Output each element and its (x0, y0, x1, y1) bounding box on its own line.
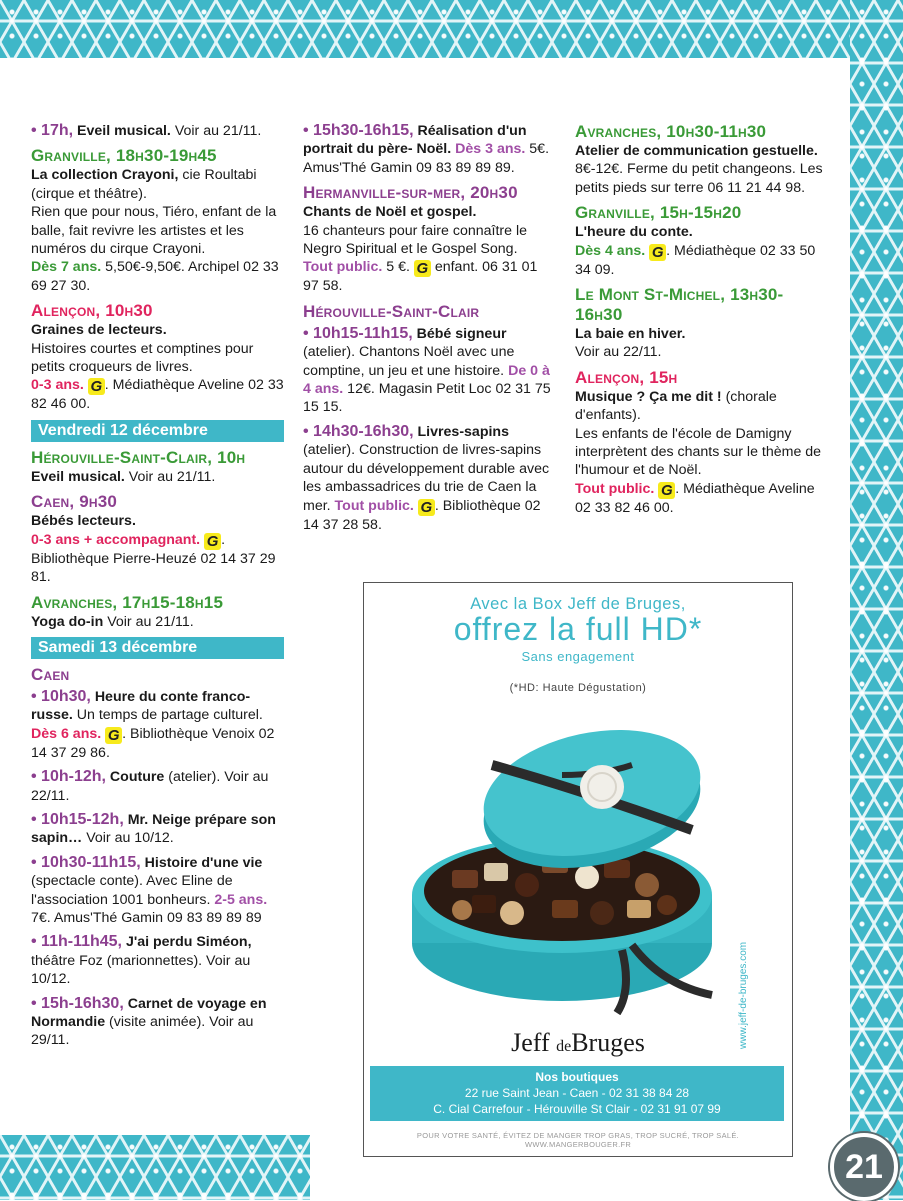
age-label: 0-3 ans + accompagnant. (31, 531, 201, 548)
event-description: Rien que pour nous, Tiéro, enfant de la balle, fait revivre les artistes et les numéros du cirque Crayoni. (31, 204, 277, 258)
ad-tagline: Avec la Box Jeff de Bruges, (470, 595, 686, 613)
event-place: Caen, 9h30 (31, 492, 118, 512)
age-label: Tout public. (330, 497, 414, 514)
event-time: • 15h-16h30, (31, 994, 124, 1012)
event-description: 16 chanteurs pour faire connaître le Negro Spiritual et le Gospel Song. (303, 222, 527, 258)
age-label: De 0 à 4 ans. (303, 362, 550, 398)
brand-logo (364, 1028, 792, 1058)
event-text: (atelier). Construction de livres-sapins autour du développement durable avec les ambassadrices du trie de Caen la mer. (303, 442, 550, 514)
event-text: . Médiathèque 02 33 50 34 09. (575, 242, 816, 278)
age-label: Dès 7 ans. (31, 259, 102, 276)
event-text: Voir au 21/11. (103, 613, 194, 630)
event-entry (31, 593, 284, 631)
ad-health-disclaimer: POUR VOTRE SANTÉ, ÉVITEZ DE MANGER TROP GRAS, TROP SUCRÉ, TROP SALÉ. WWW.MANGERBOUGER.FR (416, 1131, 740, 1149)
event-title: Eveil musical. (77, 123, 171, 139)
decorative-pattern-right (850, 0, 903, 1200)
event-text: Voir au 21/11. (170, 123, 262, 139)
age-label: 0-3 ans. (31, 377, 84, 394)
shops-header: Nos boutiques (535, 1070, 619, 1084)
event-place: Alençon, 10h30 (31, 301, 153, 321)
event-title: Couture (109, 769, 165, 786)
event-entry (575, 285, 830, 362)
age-label: Dès 3 ans. (451, 141, 526, 158)
event-title: Carnet de voyage en Normandie (31, 995, 267, 1030)
event-description: Les enfants de l'école de Damigny interprètent des chants sur le thème de l'humour et de Noël. (575, 425, 822, 479)
event-title: L'heure du conte. (575, 224, 693, 241)
event-time: • 10h15-11h15, (303, 324, 413, 342)
event-title: La baie en hiver. (575, 326, 686, 343)
event-entry (31, 933, 284, 988)
event-entry (31, 146, 284, 295)
event-text: théâtre Foz (marionnettes). Voir au 10/12. (31, 952, 251, 988)
age-label: Tout public. (575, 480, 655, 497)
event-entry (31, 854, 284, 928)
event-text: Voir au 22/11. (575, 344, 662, 361)
event-text: . Bibliothèque 02 14 37 28 58. (303, 497, 541, 533)
event-text: . Médiathèque Aveline 02 33 82 46 00. (31, 377, 284, 413)
event-title: Bébés lecteurs. (31, 513, 136, 530)
age-label: Tout public. (303, 259, 383, 276)
shop-address: C. Cial Carrefour - Hérouville St Clair - 02 31 91 07 99 (433, 1102, 721, 1116)
decorative-pattern-bottom (0, 1135, 310, 1200)
advertisement (363, 582, 793, 1157)
event-text: Voir au 10/12. (82, 830, 174, 847)
event-title: Yoga do-in (31, 613, 104, 630)
event-title: Atelier de communication gestuelle. (575, 143, 818, 159)
event-title: Eveil musical. (31, 468, 125, 485)
event-place: Hermanville-sur-mer, 20h30 (303, 183, 518, 203)
free-g-icon: G (418, 499, 435, 516)
event-entry (31, 448, 284, 486)
event-text: enfant. 06 31 01 97 58. (303, 259, 538, 295)
event-text: 8€-12€. Ferme du petit changeons. Les petits pieds sur terre 06 11 21 44 98. (575, 161, 823, 196)
event-text: (atelier). Chantons Noël avec une comptine, un jeu et une histoire. (303, 344, 515, 379)
event-place: Granville, 18h30-19h45 (31, 146, 217, 166)
free-g-icon: G (414, 260, 431, 277)
event-entry (31, 768, 284, 805)
event-entry (303, 122, 556, 177)
event-time: • 17h, (31, 122, 74, 139)
event-text: (chorale d'enfants). (575, 388, 777, 424)
ad-footnote: (*HD: Haute Dégustation) (509, 682, 647, 694)
day-header: Samedi 13 décembre (31, 637, 284, 659)
free-g-icon: G (649, 244, 666, 261)
event-text: . Bibliothèque Venoix 02 14 37 29 86. (31, 725, 275, 761)
event-entry (31, 301, 284, 414)
event-entry (575, 368, 830, 517)
event-text: 5 €. (382, 259, 410, 276)
day-header: Vendredi 12 décembre (31, 420, 284, 442)
agenda-column-3 (575, 122, 830, 523)
event-time: • 10h15-12h, (31, 810, 124, 828)
event-text: 5,50€-9,50€. Archipel 02 33 69 27 30. (31, 259, 279, 294)
event-description: Histoires courtes et comptines pour petits croqueurs de livres. (31, 340, 254, 376)
brand-logo-part: Bruges (571, 1028, 645, 1057)
event-entry (303, 423, 556, 534)
event-entry (303, 183, 556, 296)
event-entry (575, 203, 830, 279)
age-label: 2-5 ans. (210, 891, 268, 908)
brand-logo-part: Jeff (511, 1028, 550, 1057)
ad-subline: Sans engagement (521, 649, 635, 664)
event-text: 7€. Amus'Thé Gamin 09 83 89 89 89 (31, 909, 262, 926)
event-time: • 10h30-11h15, (31, 853, 141, 871)
ad-headline: offrez la full HD* (453, 611, 703, 647)
event-place: Caen (31, 664, 70, 684)
age-label: Dès 4 ans. (575, 242, 646, 259)
event-text: Un temps de partage culturel. (72, 707, 263, 724)
event-text: 12€. Magasin Petit Loc 02 31 75 15 15. (303, 381, 551, 416)
event-entry (31, 995, 284, 1050)
event-title: Chants de Noël et gospel. (303, 204, 477, 221)
event-place: Hérouville-Saint-Clair, 10h (31, 447, 246, 467)
event-time: • 14h30-16h30, (303, 422, 414, 440)
event-text: 5€. Amus'Thé Gamin 09 83 89 89 89. (303, 141, 550, 176)
decorative-pattern-top (0, 0, 903, 58)
event-time: • 11h-11h45, (31, 933, 122, 951)
ad-website[interactable]: www.jeff-de-bruges.com (738, 941, 749, 1049)
event-title: Histoire d'une vie (144, 854, 263, 871)
free-g-icon: G (204, 533, 221, 550)
event-text: (visite animée). Voir au 29/11. (31, 1014, 254, 1049)
event-place: Le Mont St-Michel, 13h30-16h30 (575, 285, 784, 325)
event-title: Graines de lecteurs. (31, 322, 167, 339)
event-title: Mr. Neige prépare son sapin… (31, 811, 276, 847)
event-time: • 10h-12h, (31, 768, 106, 786)
page-number: 21 (830, 1133, 898, 1201)
event-time: • 15h30-16h15, (303, 122, 414, 139)
agenda-column-2 (303, 122, 556, 540)
event-entry (31, 492, 284, 586)
event-entry (31, 811, 284, 848)
event-text: Voir au 21/11. (124, 468, 216, 485)
event-title: Musique ? Ça me dit ! (575, 388, 722, 405)
event-place: Granville, 15h-15h20 (575, 203, 742, 223)
event-title: Bébé signeur (416, 325, 507, 342)
ad-shops-box (370, 1066, 784, 1121)
event-text: cie Roultabi (cirque et théâtre). (31, 167, 257, 202)
age-label: Dès 6 ans. (31, 725, 102, 742)
free-g-icon: G (88, 378, 105, 395)
shop-address: 22 rue Saint Jean - Caen - 02 31 38 84 28 (464, 1086, 690, 1100)
chocolate-box-photo (392, 695, 732, 1015)
event-entry (31, 688, 284, 762)
event-place: Hérouville-Saint-Clair (303, 301, 480, 321)
event-time: • 10h30, (31, 687, 91, 705)
event-entry (31, 122, 284, 140)
event-text: (atelier). Voir au 22/11. (31, 769, 269, 804)
event-place: Avranches, 10h30-11h30 (575, 122, 767, 141)
brand-logo-part: de (556, 1038, 572, 1055)
event-title: Livres-sapins (417, 423, 509, 440)
event-entry (303, 325, 556, 417)
event-place: Alençon, 15h (575, 367, 678, 387)
event-text: . Bibliothèque Pierre-Heuzé 02 14 37 29 81. (31, 531, 276, 586)
event-title: Heure du conte franco-russe. (31, 688, 251, 724)
event-place: Avranches, 17h15-18h15 (31, 592, 224, 612)
event-entry (575, 122, 830, 197)
free-g-icon: G (105, 727, 122, 744)
event-title: La collection Crayoni, (31, 167, 179, 184)
agenda-column-1 (31, 122, 284, 1056)
event-text: (spectacle conte). Avec Eline de l'association 1001 bonheurs. (31, 873, 233, 908)
free-g-icon: G (658, 482, 675, 499)
event-title: J'ai perdu Siméon, (125, 934, 252, 951)
event-text: . Médiathèque Aveline 02 33 82 46 00. (575, 480, 815, 516)
event-title: Réalisation d'un portrait du père- Noël. (303, 123, 527, 158)
